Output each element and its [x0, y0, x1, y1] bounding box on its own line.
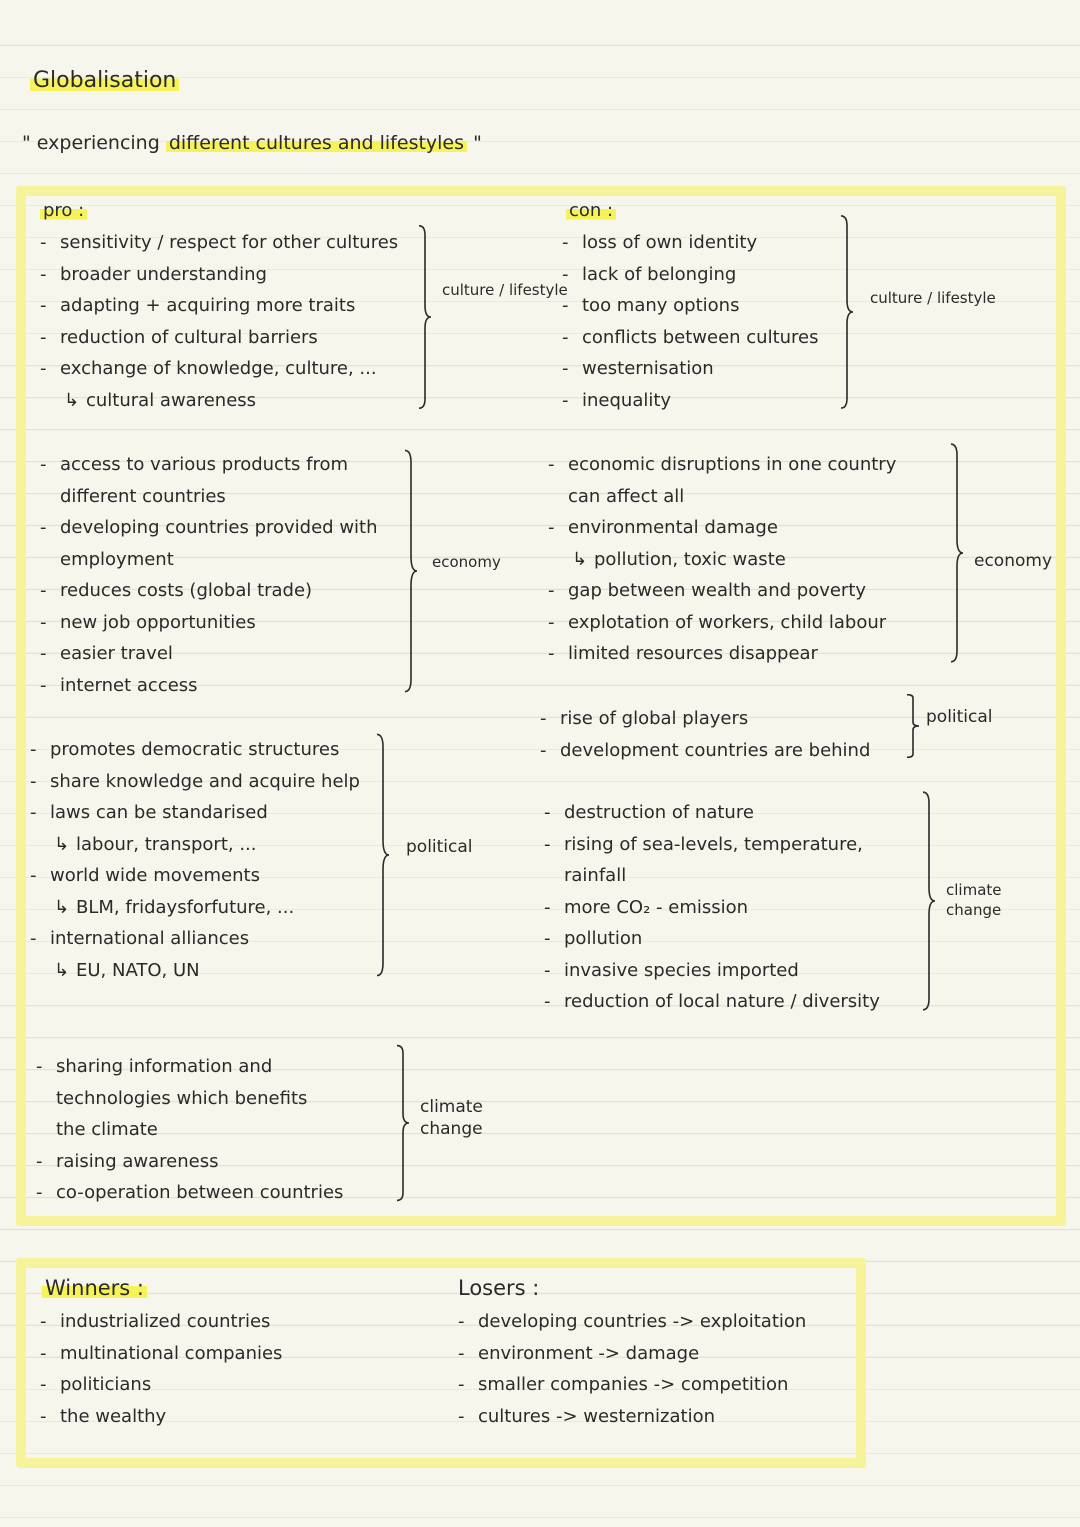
winners-header: Winners : — [42, 1276, 147, 1300]
list-item-text: reduction of local nature / diversity — [564, 991, 880, 1012]
list-item-text: EU, NATO, UN — [76, 959, 200, 981]
list-item — [540, 735, 870, 767]
bullet-marker: - — [562, 232, 569, 253]
pro-political-list — [30, 734, 360, 986]
quote-open: " experiencing — [22, 132, 166, 154]
bullet-marker: - — [540, 739, 547, 761]
bullet-marker: - — [30, 865, 37, 886]
bullet-marker: - — [548, 643, 555, 664]
bullet-marker: - — [544, 833, 551, 855]
list-item — [30, 829, 360, 861]
list-item — [30, 860, 360, 892]
list-item — [30, 797, 360, 829]
list-item — [36, 1051, 343, 1083]
list-item — [40, 385, 398, 417]
list-item-text: new job opportunities — [60, 611, 256, 633]
bullet-marker: - — [548, 454, 555, 475]
losers-header: Losers : — [458, 1276, 540, 1300]
con-climate-label: climate change — [946, 881, 1002, 919]
bullet-marker: - — [562, 263, 569, 285]
list-item — [562, 385, 819, 417]
list-item-text: adapting + acquiring more traits — [60, 295, 356, 316]
list-item-text: the climate — [56, 1119, 158, 1140]
list-item — [458, 1306, 806, 1338]
list-item-text: co-operation between countries — [56, 1182, 344, 1203]
list-item — [30, 955, 360, 987]
list-item — [548, 575, 896, 607]
bullet-marker: - — [36, 1182, 43, 1203]
list-item — [30, 766, 360, 798]
list-item — [40, 670, 378, 702]
list-item-text: invasive species imported — [564, 959, 799, 981]
list-item — [40, 638, 378, 670]
brace-shape — [950, 442, 964, 664]
list-item-text: easier travel — [60, 643, 173, 664]
list-item — [562, 353, 819, 385]
list-item-text: destruction of nature — [564, 802, 754, 823]
con-political-label: political — [926, 707, 993, 727]
losers-list — [458, 1306, 806, 1432]
list-item — [562, 322, 819, 354]
bullet-marker: - — [562, 326, 569, 348]
bullet-marker: - — [458, 1342, 465, 1364]
list-item — [40, 290, 398, 322]
bullet-marker: - — [458, 1405, 465, 1427]
list-item-text: developing countries provided with — [60, 517, 378, 538]
list-item-text: development countries are behind — [560, 739, 871, 761]
pro-climate-label: climate change — [420, 1097, 483, 1139]
list-item-text: cultural awareness — [86, 389, 257, 411]
list-item-text: smaller companies -> competition — [478, 1374, 789, 1395]
bullet-marker: - — [40, 358, 47, 379]
bullet-marker: ↳ — [54, 959, 70, 981]
list-item — [562, 259, 819, 291]
list-item-text: reduces costs (global trade) — [60, 580, 313, 601]
con-economy-list — [548, 449, 896, 670]
brace-shape — [396, 1044, 410, 1202]
bullet-marker: - — [548, 517, 555, 538]
bullet-marker: - — [40, 295, 47, 316]
list-item — [40, 322, 398, 354]
pro-climate-list — [36, 1051, 343, 1209]
list-item-text: environmental damage — [568, 517, 778, 538]
list-item-text: gap between wealth and poverty — [568, 580, 867, 601]
list-item-text: sensitivity / respect for other cultures — [60, 232, 399, 253]
list-item — [458, 1401, 806, 1433]
pro-economy-label: economy — [432, 553, 501, 571]
list-item-text: limited resources disappear — [568, 643, 818, 664]
bullet-marker: - — [36, 1056, 43, 1077]
bullet-marker: - — [40, 1405, 47, 1427]
page-title: Globalisation — [30, 68, 179, 93]
list-item-text: raising awareness — [56, 1150, 219, 1172]
list-item — [40, 353, 398, 385]
list-item-text: lack of belonging — [582, 263, 737, 285]
list-item — [544, 955, 880, 987]
list-item — [40, 512, 378, 544]
bullet-marker: - — [562, 389, 569, 411]
pro-economy-brace — [404, 448, 418, 694]
list-item-text: exchange of knowledge, culture, ... — [60, 358, 377, 379]
bullet-marker: - — [30, 739, 37, 760]
list-item-text: inequality — [582, 389, 672, 411]
bullet-marker: ↳ — [572, 548, 588, 570]
list-item — [36, 1146, 343, 1178]
list-item — [40, 1306, 282, 1338]
pro-culture-list — [40, 227, 398, 416]
list-item-text: developing countries -> exploitation — [478, 1311, 807, 1332]
list-item — [548, 607, 896, 639]
list-item-text: more CO₂ - emission — [564, 896, 749, 918]
bullet-marker: - — [544, 802, 551, 823]
pro-header: pro : — [40, 200, 87, 221]
list-item — [36, 1177, 343, 1209]
definition-quote — [22, 132, 482, 154]
bullet-marker: - — [548, 611, 555, 633]
list-item-text: reduction of cultural barriers — [60, 326, 318, 348]
list-item-text: industrialized countries — [60, 1311, 271, 1332]
list-item — [40, 1338, 282, 1370]
con-culture-label: culture / lifestyle — [870, 289, 996, 307]
con-political-list — [540, 703, 870, 766]
bullet-marker: - — [40, 611, 47, 633]
list-item-text: world wide movements — [50, 865, 260, 886]
list-item — [548, 512, 896, 544]
con-climate-list — [544, 797, 880, 1018]
pro-climate-brace — [396, 1044, 410, 1202]
bullet-marker: - — [36, 1150, 43, 1172]
list-item — [544, 986, 880, 1018]
list-item-text: conflicts between cultures — [582, 326, 819, 348]
bullet-marker: - — [40, 580, 47, 601]
bullet-marker: - — [562, 295, 569, 316]
list-item-text: multinational companies — [60, 1342, 283, 1364]
pro-culture-brace — [418, 224, 432, 410]
list-item — [544, 829, 880, 861]
list-item — [40, 607, 378, 639]
list-item — [40, 544, 378, 576]
pro-political-brace — [376, 732, 390, 978]
pro-culture-label: culture / lifestyle — [442, 281, 568, 299]
brace-shape — [404, 448, 418, 694]
list-item-text: politicians — [60, 1374, 152, 1395]
bullet-marker: - — [40, 326, 47, 348]
bullet-marker: - — [30, 770, 37, 792]
bullet-marker: - — [544, 896, 551, 918]
winners-list — [40, 1306, 282, 1432]
list-item — [544, 923, 880, 955]
quote-close: " — [467, 132, 482, 154]
list-item-text: rise of global players — [560, 708, 749, 729]
brace-shape — [840, 214, 854, 410]
con-climate-brace — [922, 790, 936, 1012]
list-item — [548, 481, 896, 513]
list-item — [562, 227, 819, 259]
con-political-brace — [906, 694, 920, 758]
con-economy-label: economy — [974, 551, 1053, 571]
list-item-text: cultures -> westernization — [478, 1405, 716, 1427]
list-item — [458, 1338, 806, 1370]
brace-shape — [906, 694, 920, 758]
bullet-marker: - — [458, 1311, 465, 1332]
list-item-text: loss of own identity — [582, 232, 758, 253]
list-item — [36, 1083, 343, 1115]
brace-shape — [922, 790, 936, 1012]
bullet-marker: - — [30, 928, 37, 949]
pro-political-label: political — [406, 837, 473, 857]
list-item-text: economic disruptions in one country — [568, 454, 897, 475]
bullet-marker: ↳ — [54, 896, 70, 918]
list-item-text: BLM, fridaysforfuture, ... — [76, 896, 295, 918]
list-item-text: employment — [60, 548, 174, 570]
bullet-marker: - — [40, 454, 47, 475]
list-item — [40, 1369, 282, 1401]
list-item-text: rising of sea-levels, temperature, — [564, 833, 863, 855]
list-item-text: rainfall — [564, 865, 627, 886]
list-item-text: environment -> damage — [478, 1342, 700, 1364]
bullet-marker: - — [562, 358, 569, 379]
bullet-marker: - — [40, 674, 47, 696]
list-item-text: sharing information and — [56, 1056, 273, 1077]
list-item-text: westernisation — [582, 358, 714, 379]
list-item-text: different countries — [60, 485, 226, 507]
list-item-text: laws can be standarised — [50, 802, 268, 823]
list-item-text: pollution, toxic waste — [594, 548, 786, 570]
bullet-marker: - — [458, 1374, 465, 1395]
list-item — [40, 449, 378, 481]
bullet-marker: - — [40, 1342, 47, 1364]
bullet-marker: - — [40, 263, 47, 285]
list-item-text: broader understanding — [60, 263, 267, 285]
list-item — [30, 892, 360, 924]
list-item — [40, 259, 398, 291]
list-item-text: too many options — [582, 295, 740, 316]
bullet-marker: - — [540, 708, 547, 729]
list-item-text: share knowledge and acquire help — [50, 770, 360, 792]
list-item — [548, 544, 896, 576]
list-item-text: can affect all — [568, 485, 685, 507]
list-item — [544, 860, 880, 892]
bullet-marker: ↳ — [64, 389, 80, 411]
bullet-marker: - — [30, 802, 37, 823]
list-item — [40, 227, 398, 259]
list-item — [540, 703, 870, 735]
list-item — [40, 1401, 282, 1433]
con-economy-brace — [950, 442, 964, 664]
list-item — [458, 1369, 806, 1401]
bullet-marker: - — [544, 928, 551, 949]
bullet-marker: - — [548, 580, 555, 601]
list-item-text: pollution — [564, 928, 643, 949]
list-item — [562, 290, 819, 322]
pro-economy-list — [40, 449, 378, 701]
list-item — [36, 1114, 343, 1146]
list-item — [548, 449, 896, 481]
list-item-text: labour, transport, ... — [76, 833, 257, 855]
bullet-marker: - — [40, 232, 47, 253]
list-item-text: the wealthy — [60, 1405, 167, 1427]
list-item-text: access to various products from — [60, 454, 348, 475]
quote-highlight: different cultures and lifestyles — [166, 132, 467, 154]
list-item-text: promotes democratic structures — [50, 739, 340, 760]
list-item — [30, 734, 360, 766]
list-item — [30, 923, 360, 955]
list-item-text: international alliances — [50, 928, 250, 949]
bullet-marker: ↳ — [54, 833, 70, 855]
bullet-marker: - — [544, 991, 551, 1012]
list-item — [40, 575, 378, 607]
list-item — [544, 797, 880, 829]
bullet-marker: - — [40, 1374, 47, 1395]
bullet-marker: - — [40, 517, 47, 538]
list-item-text: internet access — [60, 674, 198, 696]
list-item-text: explotation of workers, child labour — [568, 611, 887, 633]
bullet-marker: - — [40, 643, 47, 664]
brace-shape — [418, 224, 432, 410]
list-item-text: technologies which benefits — [56, 1087, 308, 1109]
bullet-marker: - — [40, 1311, 47, 1332]
brace-shape — [376, 732, 390, 978]
bullet-marker: - — [544, 959, 551, 981]
list-item — [40, 481, 378, 513]
con-culture-list — [562, 227, 819, 416]
con-culture-brace — [840, 214, 854, 410]
con-header: con : — [566, 200, 616, 221]
list-item — [544, 892, 880, 924]
list-item — [548, 638, 896, 670]
